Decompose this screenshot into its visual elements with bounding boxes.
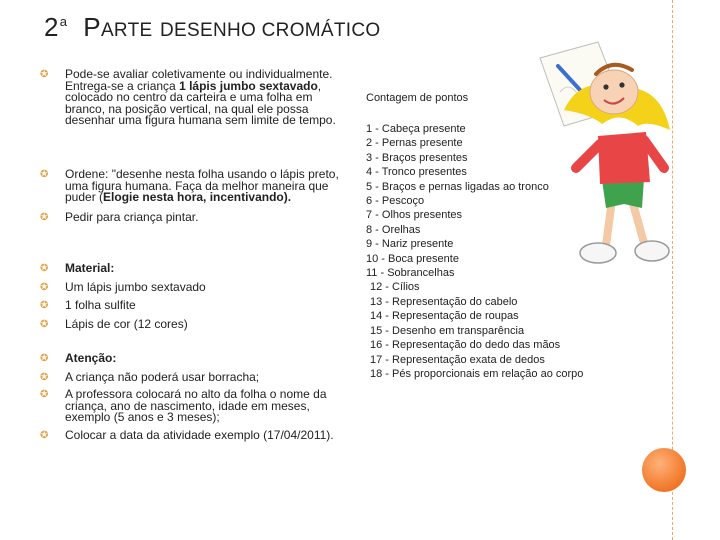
bullet-icon: ✪ [40,281,49,293]
score-item: 15 - Desenho em transparência [370,324,525,337]
list-item: ✪ Atenção: [40,351,117,365]
list-item: ✪ Colocar a data da atividade exemplo (17/04/2011). [40,427,334,442]
scoring-heading: Contagem de pontos [366,92,469,104]
score-item: 17 - Representação exata de dedos [370,353,545,366]
score-item: 10 - Boca presente [366,252,459,265]
bullet-icon: ✪ [40,429,49,441]
bullet-icon: ✪ [40,211,49,223]
score-item: 7 - Olhos presentes [366,209,462,222]
list-item: ✪ Ordene: "desenhe nesta folha usando o lápis preto, uma figura humana. Faça da melhor maneira que puder (Elogie nesta hora, incentivando). [40,167,339,204]
bullet-icon: ✪ [40,371,49,383]
score-item: 13 - Representação do cabelo [370,295,518,308]
score-item: 2 - Pernas presente [366,137,463,150]
bullet-icon: ✪ [40,300,49,311]
score-item: 4 - Tronco presentes [366,166,467,179]
bullet-icon: ✪ [40,318,49,330]
list-item: ✪ A criança não poderá usar borracha; [40,369,260,384]
bullet-icon: ✪ [40,169,49,180]
list-item: ✪ Pode-se avaliar coletivamente ou individualmente. Entrega-se a criança 1 lápis jumbo sextavado, colocado no centro da carteira e uma folha em branco, na posição vertical, na qual ele possa desenhar uma figura humana sem limite de tempo. [40,67,336,127]
score-item: 5 - Braços e pernas ligadas ao tronco [366,180,549,193]
score-item: 6 - Pescoço [366,195,425,208]
page-title: 2$^a$ PARTE DESENHO CROMÁTICO [44,12,381,42]
score-item: 9 - Nariz presente [366,238,454,251]
list-item: ✪ A professora colocará no alto da folha o nome da criança, ano de nascimento, idade em meses, exemplo (5 anos e 3 meses); [40,387,327,424]
score-item: 18 - Pés proporcionais em relação ao corpo [370,367,584,380]
bullet-list-material [40,263,340,330]
list-item: ✪ Pedir para criança pintar. [40,209,199,224]
bullet-list-intro [40,69,340,127]
list-item: ✪ 1 folha sulfite [40,298,136,312]
bullet-icon: ✪ [40,263,49,274]
score-item: 11 - Sobrancelhas [366,267,455,280]
list-item: ✪ Material: [40,261,115,275]
bullet-icon: ✪ [40,353,49,364]
list-item: ✪ Lápis de cor (12 cores) [40,316,188,331]
bullet-icon: ✪ [40,389,49,400]
score-item: 12 - Cílios [370,281,420,294]
bullet-list-order [40,169,340,223]
orange-circle-decoration [642,448,686,492]
score-item: 16 - Representação do dedo das mãos [370,339,561,352]
bullet-list-atencao [40,353,340,441]
bullet-icon: ✪ [40,69,49,80]
scoring-panel [366,92,666,381]
score-item: 1 - Cabeça presente [366,123,466,135]
score-item: 14 - Representação de roupas [370,310,519,323]
score-item: 8 - Orelhas [366,223,421,236]
list-item: ✪ Um lápis jumbo sextavado [40,279,206,294]
score-item: 3 - Braços presentes [366,151,468,164]
